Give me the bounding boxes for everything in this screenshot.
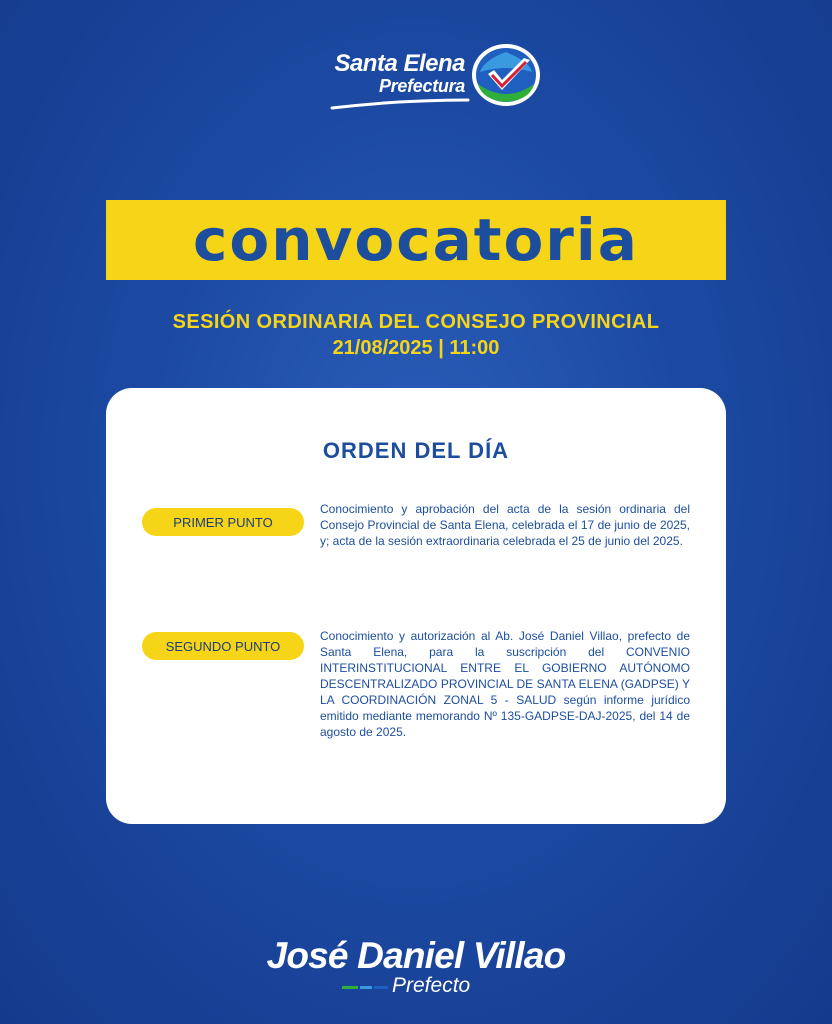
session-datetime: 21/08/2025 | 11:00: [332, 337, 500, 359]
convocatoria-banner: [106, 200, 726, 280]
checkmark-emblem-icon: [470, 42, 542, 108]
logo-subtitle: Prefectura: [378, 76, 465, 96]
banner-title: convocatoria: [193, 206, 639, 274]
agenda-card: [106, 388, 726, 824]
agenda-item-text: Conocimiento y aprobación del acta de la sesión ordinaria del Consejo Provincial de Santa Elena, celebrada el 17 de junio de 2025, y; acta de la sesión extraordinaria celebrada el 25 de junio del 2025.: [320, 502, 690, 548]
agenda-item-text: Conocimiento y autorización al Ab. José Daniel Villao, prefecto de Santa Elena, para la suscripción del CONVENIO INTERINSTITUCIONAL ENTRE EL GOBIERNO AUTÓNOMO DESCENTRALIZADO PROVINCIAL DE SANTA ELENA (GADPSE) Y LA COORDINACIÓN ZONAL 5 - SALUD según informe jurídico emitido mediante memorando Nº 135-GADPSE-DAJ-2025, del 14 de agosto de 2025.: [320, 629, 690, 739]
prefect-name: José Daniel Villao: [266, 935, 566, 976]
agenda-item-label: SEGUNDO PUNTO: [142, 632, 304, 660]
prefectura-logo: [290, 40, 550, 110]
prefect-role: Prefecto: [392, 974, 471, 997]
underline-dashes-icon: [342, 985, 390, 991]
agenda-item-label: PRIMER PUNTO: [142, 508, 304, 536]
session-subtitle: SESIÓN ORDINARIA DEL CONSEJO PROVINCIAL: [172, 311, 660, 333]
logo-name: Santa Elena: [334, 50, 465, 77]
agenda-title: ORDEN DEL DÍA: [322, 438, 510, 463]
logo-swoosh-icon: [330, 98, 470, 110]
